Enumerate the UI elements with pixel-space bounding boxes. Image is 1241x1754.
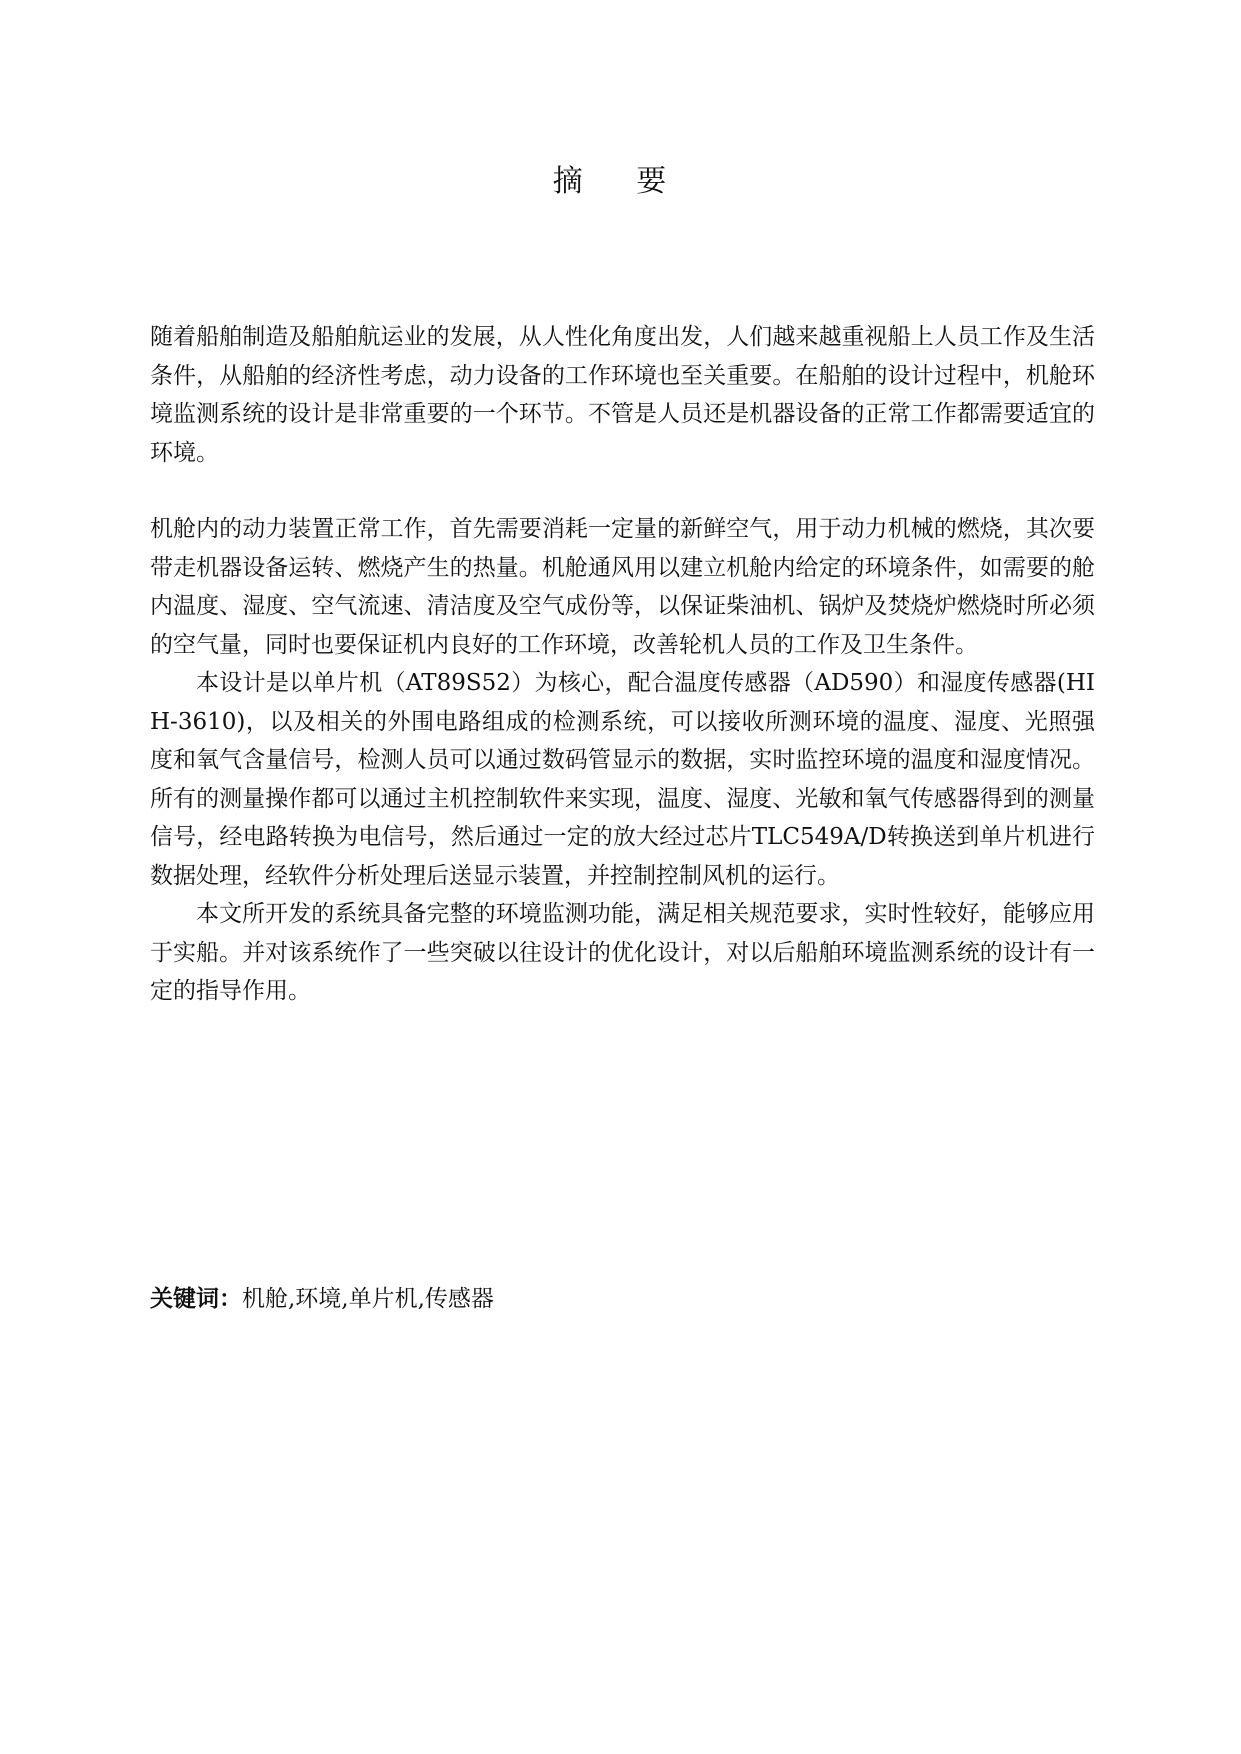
paragraph-3: 本设计是以单片机（AT89S52）为核心，配合温度传感器（AD590）和湿度传感器(HIH-3610)，以及相关的外围电路组成的检测系统，可以接收所测环境的温度、湿度、光照强度和氧气含量信号，检测人员可以通过数码管显示的数据，实时监控环境的温度和湿度情况。所有的测量操作都可以通过主机控制软件来实现，温度、湿度、光敏和氧气传感器得到的测量信号，经电路转换为电信号，然后通过一定的放大经过芯片TLC549A/D转换送到单片机进行数据处理，经软件分析处理后送显示装置，并控制控制风机的运行。	[150, 670, 1095, 889]
keywords-line	[150, 1280, 494, 1318]
keywords-value: 机舱,环境,单片机,传感器	[242, 1286, 494, 1312]
page-title: 摘 要	[552, 164, 689, 199]
paragraph-2: 机舱内的动力装置正常工作，首先需要消耗一定量的新鲜空气，用于动力机械的燃烧，其次要带走机器设备运转、燃烧产生的热量。机舱通风用以建立机舱内给定的环境条件，如需要的舱内温度、湿度、空气流速、清洁度及空气成份等，以保证柴油机、锅炉及焚烧炉燃烧时所必须的空气量，同时也要保证机内良好的工作环境，改善轮机人员的工作及卫生条件。	[150, 516, 1095, 658]
paragraph-4: 本文所开发的系统具备完整的环境监测功能，满足相关规范要求，实时性较好，能够应用于实船。并对该系统作了一些突破以往设计的优化设计，对以后船舶环境监测系统的设计有一定的指导作用。	[150, 901, 1095, 1004]
abstract-body	[150, 318, 1095, 1011]
keywords-label: 关键词：	[150, 1286, 242, 1312]
paragraph-1: 随着船舶制造及船舶航运业的发展，从人性化角度出发，人们越来越重视船上人员工作及生活条件，从船舶的经济性考虑，动力设备的工作环境也至关重要。在船舶的设计过程中，机舱环境监测系统的设计是非常重要的一个环节。不管是人员还是机器设备的正常工作都需要适宜的环境。	[150, 324, 1095, 466]
paragraph-gap	[150, 472, 1095, 510]
